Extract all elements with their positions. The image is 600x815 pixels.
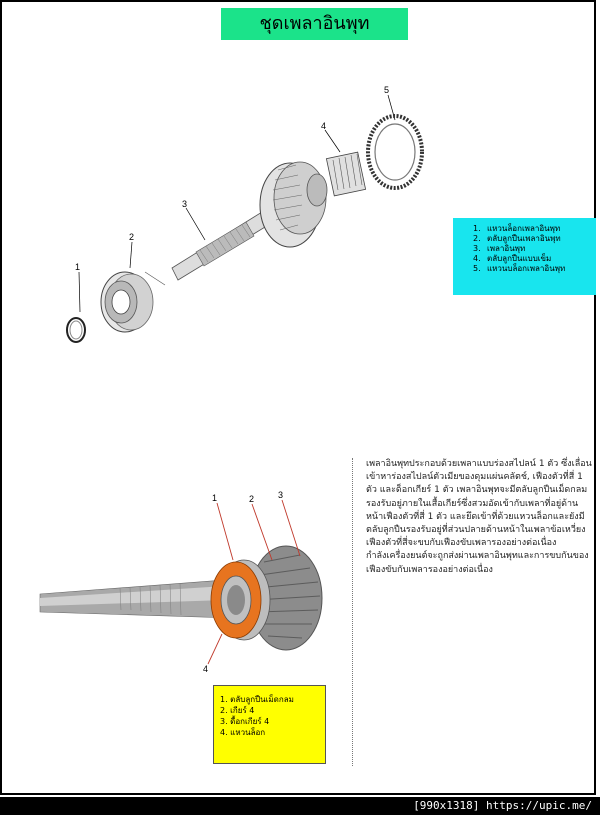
callout-1: 1	[75, 262, 81, 272]
description-text	[366, 458, 594, 577]
photo-callout-3: 3	[278, 490, 284, 500]
legend-item: 2. ตลับลูกปืนเพลาอินพุท	[473, 234, 561, 243]
photo-callout-4: 4	[203, 664, 209, 674]
photo-callout-1: 1	[212, 493, 218, 503]
page-title: ชุดเพลาอินพุท	[221, 8, 408, 40]
photo-legend	[213, 685, 326, 764]
legend-item: 1. ตลับลูกปืนเม็ดกลม	[220, 695, 294, 704]
photo-callout-2: 2	[249, 494, 255, 504]
legend-item: 3. เพลาอินพุท	[473, 244, 526, 253]
legend-item: 1. แหวนล็อกเพลาอินพุท	[473, 224, 561, 233]
legend-item: 2. เกียร์ 4	[220, 706, 255, 715]
watermark: [990x1318] https://upic.me/	[413, 799, 592, 812]
legend-item: 3. ดื้อกเกียร์ 4	[220, 717, 270, 726]
legend-item: 5. แหวนบล็อกเพลาอินพุท	[473, 264, 566, 273]
callout-5: 5	[384, 85, 390, 95]
footer-bar	[0, 797, 600, 815]
legend-item: 4. ตลับลูกปืนแบบเข็ม	[473, 254, 552, 263]
description-paragraph: เพลาอินพุทประกอบด้วยเพลาแบบร่องสไปลน์ 1 ตัว ซึ่งเลื่อนเข้าหาร่องสไปลน์ตัวเมียของดุมแผ่นคลัตช์, เฟืองตัวที่สี่ 1 ตัว และด็อกเกียร์ 1 ตัว เพลาอินพุทจะมีตลับลูกปืนเม็ดกลมรองรับอยู่ภายในเสื้อเกียร์ซึ่งสวมอัดเข้ากับเพลาที่อยู่ด้านหน้าเฟืองตัวที่สี่ 1 ตัว และยึดเข้าที่ด้วยแหวนล็อกและยังมีตลับลูกปืนรองรับอยู่ที่ส่วนปลายด้านหน้าในเพลาข้อเหวี่ยง เฟืองตัวที่สี่จะขบกับเฟืองขับเพลารองอย่างต่อเนื่อง	[366, 459, 592, 549]
legend-item: 4. แหวนล็อก	[220, 728, 266, 737]
callout-4: 4	[321, 121, 327, 131]
callout-2: 2	[129, 232, 135, 242]
description-paragraph: กำลังเครื่องยนต์จะถูกส่งผ่านเพลาอินพุทและการขบกันของเฟืองขับกับเพลารองอย่างต่อเนื่อง	[366, 551, 589, 575]
callout-3: 3	[182, 199, 188, 209]
text-divider	[352, 458, 353, 766]
